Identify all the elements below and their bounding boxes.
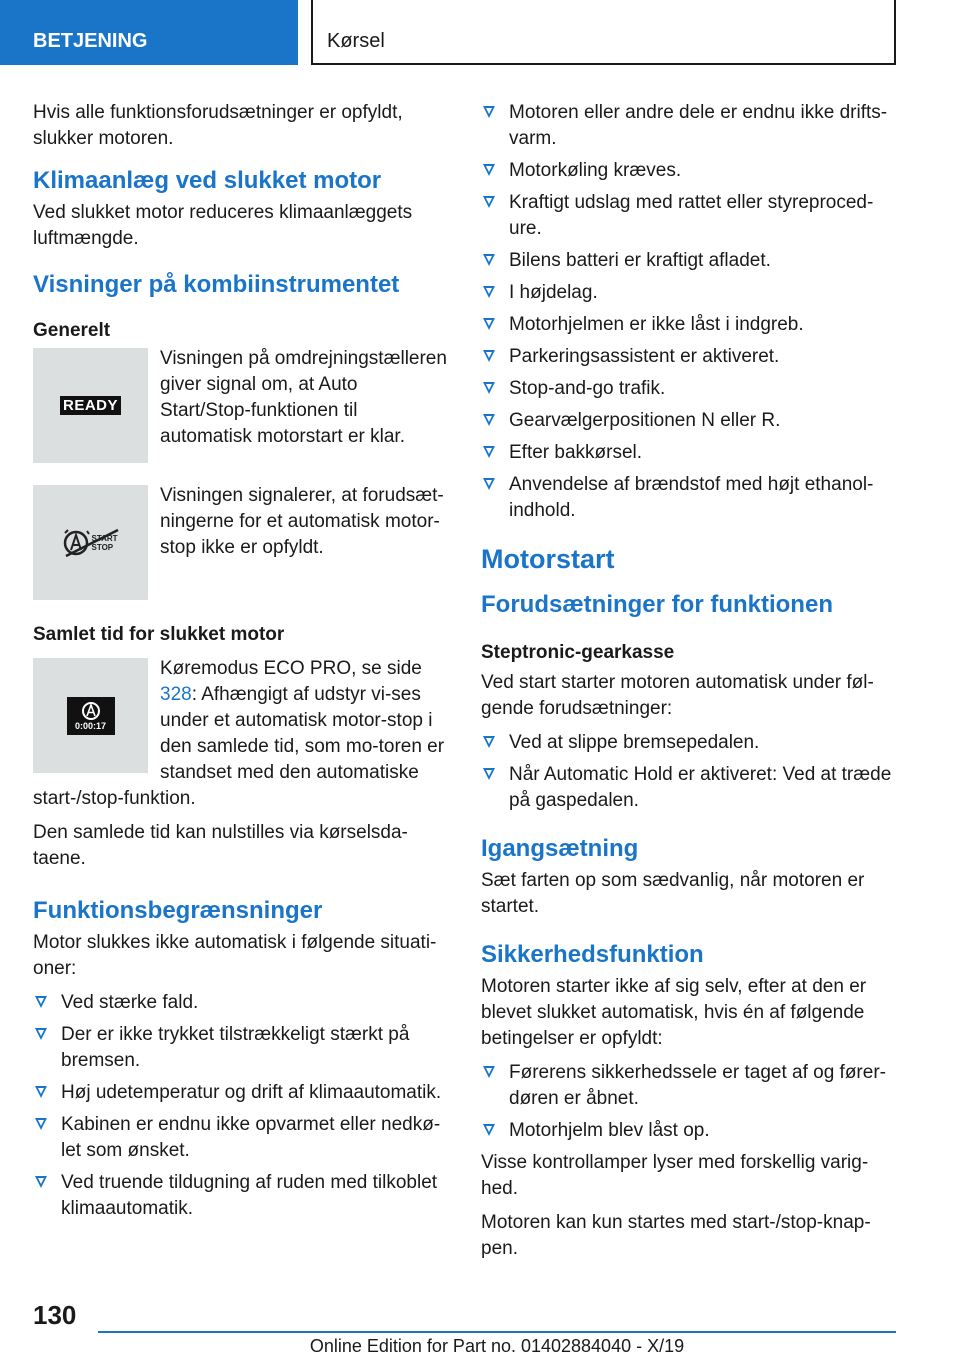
edition-footer: Online Edition for Part no. 01402884040 - X/19 bbox=[309, 1336, 685, 1356]
start-stop-label: START STOP bbox=[91, 533, 118, 552]
ready-indicator-image bbox=[33, 348, 148, 463]
limits-list bbox=[33, 990, 451, 1222]
drive-off-text: Sæt farten op som sædvanlig, når motoren er startet. bbox=[481, 870, 865, 917]
bullet-triangle-icon bbox=[483, 446, 495, 458]
footer-divider bbox=[98, 1331, 896, 1333]
timer-value: 0:00:17 bbox=[74, 720, 107, 731]
ready-label: READY bbox=[60, 396, 121, 415]
reset-text: Den samlede tid kan nulstilles via kørselsda-taene. bbox=[33, 822, 408, 869]
list-item: Høj udetemperatur og drift af klimaautomatik. bbox=[33, 1080, 451, 1106]
list-item: Kabinen er endnu ikke opvarmet eller nedkø-let som ønsket. bbox=[33, 1112, 451, 1164]
bullet-triangle-icon bbox=[483, 1066, 495, 1078]
steptronic-heading: Steptronic-gearkasse bbox=[481, 642, 675, 663]
general-heading: Generelt bbox=[33, 320, 111, 341]
total-time-text: Køremodus ECO PRO, se side 328: Afhængigt af udstyr vi-ses under et automatisk motor-stop i den samlede tid, som mo-toren er standset med den automatiske start-/stop-funktion. bbox=[33, 658, 445, 809]
list-item: Førerens sikkerhedssele er taget af og fører-døren er åbnet. bbox=[481, 1060, 901, 1112]
list-item: Når Automatic Hold er aktiveret: Ved at træde på gaspedalen. bbox=[481, 762, 901, 814]
bullet-triangle-icon bbox=[483, 350, 495, 362]
bullet-triangle-icon bbox=[35, 996, 47, 1008]
bullet-triangle-icon bbox=[35, 1176, 47, 1188]
total-time-heading: Samlet tid for slukket motor bbox=[33, 624, 285, 645]
drive-off-heading: Igangsætning bbox=[481, 835, 639, 862]
stop-figure-row bbox=[33, 485, 451, 600]
list-item: Anvendelse af brændstof med højt ethanol-indhold. bbox=[481, 472, 901, 524]
limits-list-continued bbox=[481, 100, 901, 524]
auto-start-stop-icon bbox=[80, 701, 102, 721]
bullet-triangle-icon bbox=[483, 286, 495, 298]
list-item: Bilens batteri er kraftigt afladet. bbox=[481, 248, 901, 274]
list-item: Parkeringsassistent er aktiveret. bbox=[481, 344, 901, 370]
button-text: Motoren kan kun startes med start-/stop-knap-pen. bbox=[481, 1212, 871, 1259]
ready-figure-row bbox=[33, 348, 451, 463]
list-item: Motorkøling kræves. bbox=[481, 158, 901, 184]
bullet-triangle-icon bbox=[483, 768, 495, 780]
steptronic-list bbox=[481, 730, 901, 814]
steptronic-text: Ved start starter motoren automatisk under føl-gende forudsætninger: bbox=[481, 672, 874, 719]
bullet-triangle-icon bbox=[35, 1028, 47, 1040]
bullet-triangle-icon bbox=[483, 254, 495, 266]
list-item: Stop-and-go trafik. bbox=[481, 376, 901, 402]
bullet-triangle-icon bbox=[483, 414, 495, 426]
prerequisites-heading: Forudsætninger for funktionen bbox=[481, 591, 833, 618]
list-item: Ved truende tildugning af ruden med tilkoblet klimaautomatik. bbox=[33, 1170, 451, 1222]
list-item: Kraftigt udslag med rattet eller styreproced-ure. bbox=[481, 190, 901, 242]
display-heading: Visninger på kombiinstrumentet bbox=[33, 271, 400, 298]
bullet-triangle-icon bbox=[483, 1124, 495, 1136]
auto-stop-unavailable-image bbox=[33, 485, 148, 600]
timer-image bbox=[33, 658, 148, 773]
bullet-triangle-icon bbox=[483, 106, 495, 118]
bullet-triangle-icon bbox=[483, 196, 495, 208]
list-item: Efter bakkørsel. bbox=[481, 440, 901, 466]
right-column bbox=[481, 100, 901, 1270]
lamps-text: Visse kontrollamper lyser med forskellig varig-hed. bbox=[481, 1152, 869, 1199]
list-item: Motorhjelm blev låst op. bbox=[481, 1118, 901, 1144]
safety-list bbox=[481, 1060, 901, 1144]
safety-text: Motoren starter ikke af sig selv, efter at den er blevet slukket automatisk, hvis én af følgende betingelser er opfyldt: bbox=[481, 976, 867, 1049]
bullet-triangle-icon bbox=[483, 382, 495, 394]
list-item: Gearvælgerpositionen N eller R. bbox=[481, 408, 901, 434]
left-column bbox=[33, 100, 451, 1228]
climate-text: Ved slukket motor reduceres klimaanlæggets luftmængde. bbox=[33, 202, 413, 249]
list-item: Der er ikke trykket tilstrækkeligt stærkt på bremsen. bbox=[33, 1022, 451, 1074]
list-item: Motorhjelmen er ikke låst i indgreb. bbox=[481, 312, 901, 338]
bullet-triangle-icon bbox=[483, 478, 495, 490]
bullet-triangle-icon bbox=[483, 318, 495, 330]
intro-text: Hvis alle funktionsforudsætninger er opfyldt, slukker motoren. bbox=[33, 102, 403, 149]
page-number: 130 bbox=[33, 1300, 77, 1330]
list-item: Motoren eller andre dele er endnu ikke drifts-varm. bbox=[481, 100, 901, 152]
list-item: Ved stærke fald. bbox=[33, 990, 451, 1016]
list-item: Ved at slippe bremsepedalen. bbox=[481, 730, 901, 756]
bullet-triangle-icon bbox=[35, 1086, 47, 1098]
page-link-328[interactable]: 328 bbox=[160, 684, 192, 705]
climate-heading: Klimaanlæg ved slukket motor bbox=[33, 167, 382, 194]
list-item: I højdelag. bbox=[481, 280, 901, 306]
motorstart-heading: Motorstart bbox=[481, 544, 615, 574]
bullet-triangle-icon bbox=[35, 1118, 47, 1130]
section-tab: BETJENING bbox=[0, 0, 298, 65]
bullet-triangle-icon bbox=[483, 736, 495, 748]
limits-heading: Funktionsbegrænsninger bbox=[33, 897, 323, 924]
stop-description: Visningen signalerer, at forudsæt-ningerne for et automatisk motor-stop ikke er opfyldt. bbox=[160, 485, 444, 558]
bullet-triangle-icon bbox=[483, 164, 495, 176]
safety-heading: Sikkerhedsfunktion bbox=[481, 941, 704, 968]
chapter-title: Kørsel bbox=[311, 0, 896, 65]
ready-description: Visningen på omdrejningstælleren giver signal om, at Auto Start/Stop-funktionen til automatisk motorstart er klar. bbox=[160, 348, 447, 447]
limits-intro: Motor slukkes ikke automatisk i følgende situati-oner: bbox=[33, 932, 437, 979]
